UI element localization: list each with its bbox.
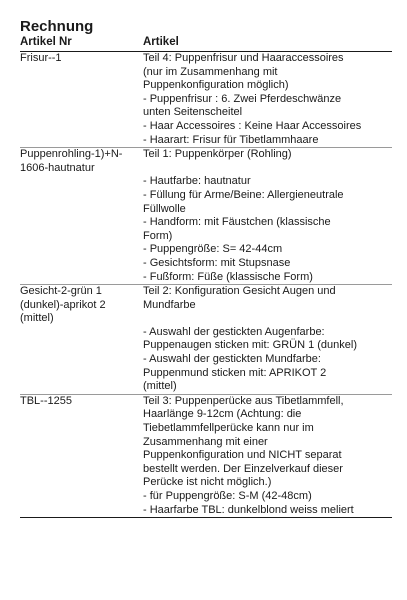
article-description-cell <box>143 52 392 147</box>
description-line: (nur im Zusammenhang mit <box>143 65 278 78</box>
description-line: Puppenaugen sticken mit: GRÜN 1 (dunkel) <box>143 339 357 352</box>
table-row <box>20 148 392 285</box>
description-line: - Gesichtsform: mit Stupsnase <box>143 256 291 269</box>
description-line: Perücke ist nicht möglich.) <box>143 476 272 489</box>
invoice-document <box>20 18 392 518</box>
description-line: Haarlänge 9-12cm (Achtung: die <box>143 408 302 421</box>
description-line: - Fußform: Füße (klassische Form) <box>143 270 313 283</box>
description-line: - für Puppengröße: S-M (42-48cm) <box>143 490 312 502</box>
table-row <box>20 395 392 518</box>
article-description-cell <box>143 148 392 284</box>
document-title: Rechnung <box>20 18 94 35</box>
description-line: - Handform: mit Fäustchen (klassische <box>143 216 331 229</box>
description-line: Tiebetlammfellperücke kann nur im <box>143 422 314 435</box>
description-line: Puppenmund sticken mit: APRIKOT 2 <box>143 366 327 379</box>
description-line: - Haarfarbe TBL: dunkelblond weiss meliert <box>143 503 354 516</box>
description-line: Zusammenhang mit einer <box>143 435 268 448</box>
article-number-cell: Gesicht-2-grün 1 (dunkel)-aprikot 2 (mittel) <box>20 285 106 325</box>
table-body <box>20 52 392 518</box>
description-line: - Hautfarbe: hautnatur <box>143 175 251 188</box>
description-line: bestellt werden. Der Einzelverkauf dieser <box>143 462 343 475</box>
description-line: - Puppengröße: S= 42-44cm <box>143 243 283 256</box>
blank-line <box>143 162 392 176</box>
article-number-cell: TBL--1255 <box>20 394 72 407</box>
description-line: Teil 1: Puppenkörper (Rohling) <box>143 148 292 161</box>
table-header <box>20 35 392 52</box>
description-line: - Auswahl der gestickten Mundfarbe: <box>143 353 321 366</box>
article-number-cell: Puppenrohling-1)+N- 1606-hautnatur <box>20 148 123 174</box>
description-line: Form) <box>143 229 173 242</box>
article-description-cell <box>143 395 392 517</box>
article-number-cell: Frisur--1 <box>20 52 62 64</box>
description-line: (mittel) <box>143 380 177 393</box>
description-line: Teil 3: Puppenperücke aus Tibetlammfell, <box>143 394 344 407</box>
column-header-article: Artikel <box>143 36 179 48</box>
description-line: - Puppenfrisur : 6. Zwei Pferdeschwänze <box>143 92 342 105</box>
description-line: Puppenkonfiguration und NICHT separat <box>143 449 342 462</box>
table-row <box>20 52 392 148</box>
description-line: Puppenkonfiguration möglich) <box>143 79 289 92</box>
description-line: unten Seitenscheitel <box>143 106 243 119</box>
description-line: - Füllung für Arme/Beine: Allergieneutrale <box>143 188 344 201</box>
table-row <box>20 285 392 395</box>
article-description-cell <box>143 285 392 394</box>
description-line: Teil 4: Puppenfrisur und Haaraccessoires <box>143 52 344 64</box>
description-line: Füllwolle <box>143 202 186 215</box>
description-line: Teil 2: Konfiguration Gesicht Augen und <box>143 285 336 298</box>
blank-line <box>143 312 392 326</box>
description-line: - Haarart: Frisur für Tibetlammhaare <box>143 133 319 146</box>
description-line: - Haar Accessoires : Keine Haar Accessoires <box>143 119 362 132</box>
description-line: - Auswahl der gestickten Augenfarbe: <box>143 325 325 338</box>
description-line: Mundfarbe <box>143 298 196 311</box>
column-header-article-number: Artikel Nr <box>20 36 72 48</box>
